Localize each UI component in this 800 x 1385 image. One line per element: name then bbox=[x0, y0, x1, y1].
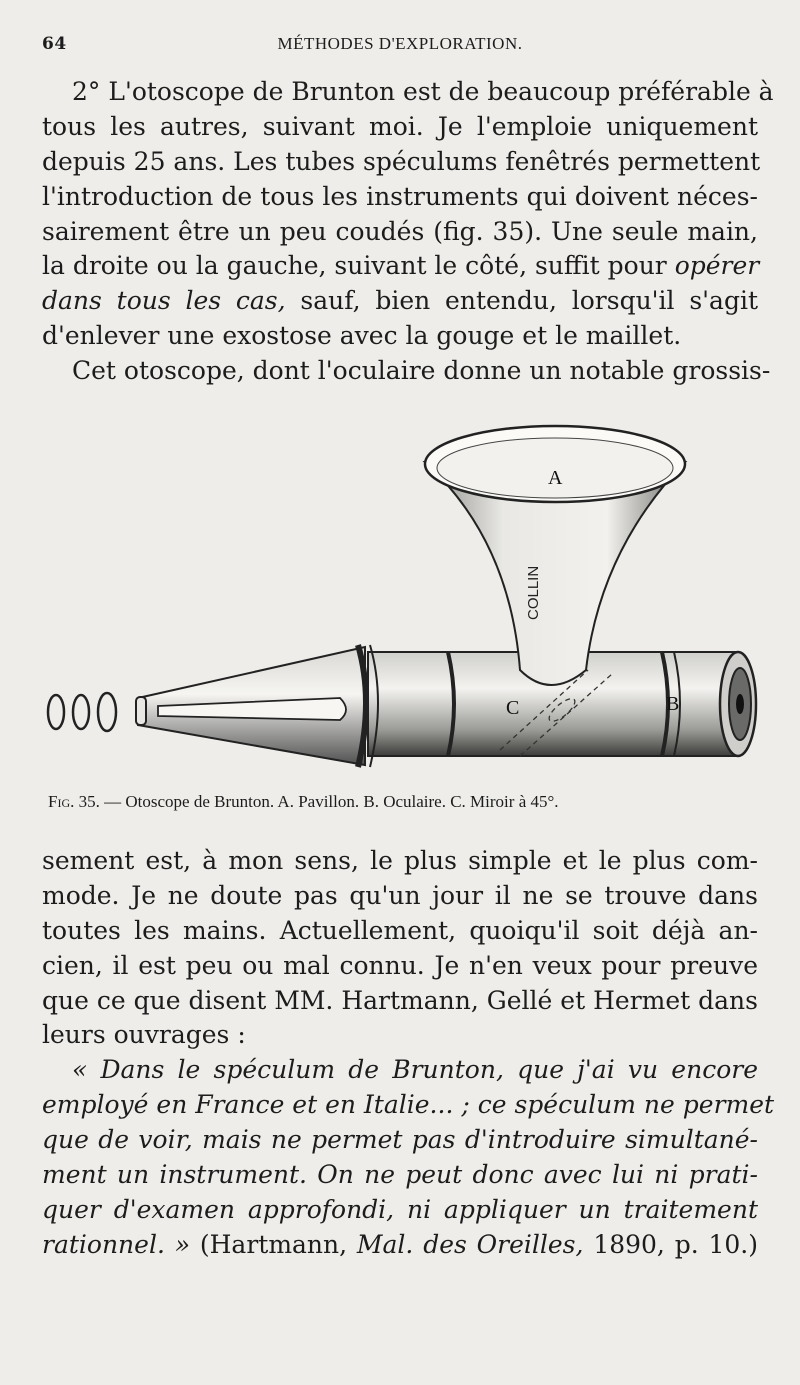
citation-author: (Hartmann, bbox=[199, 1229, 348, 1259]
caption-text: — Otoscope de Brunton. A. Pavillon. B. Oculaire. C. Miroir à 45°. bbox=[104, 792, 559, 811]
italic-run: que de voir, mais ne permet pas d'introduire simultané- bbox=[42, 1125, 758, 1155]
label-c: C bbox=[506, 697, 520, 719]
text-line: mode. Je ne doute pas qu'un jour il ne se trouve dans bbox=[42, 880, 758, 910]
text-line: sement est, à mon sens, le plus simple et le plus com- bbox=[42, 846, 758, 875]
quote-line bbox=[42, 1088, 775, 1123]
text-line: que ce que disent MM. Hartmann, Gellé et Hermet dans bbox=[42, 985, 758, 1015]
text-line bbox=[42, 249, 758, 284]
text-line: tous les autres, suivant moi. Je l'emploie uniquement bbox=[42, 111, 758, 141]
text-run: la droite ou la gauche, suivant le côté, suffit pour bbox=[42, 251, 667, 281]
italic-run: employé en France et en Italie... ; ce spéculum ne permet bbox=[42, 1090, 775, 1120]
citation-title: Mal. des Oreilles, bbox=[356, 1229, 584, 1259]
italic-run: « Dans le spéculum de Brunton, que j'ai vu encore bbox=[72, 1055, 758, 1085]
text-line: 2° L'otoscope de Brunton est de beaucoup préférable à bbox=[72, 77, 774, 106]
italic-run: dans tous les cas, bbox=[42, 286, 286, 316]
text-line: cien, il est peu ou mal connu. Je n'en veux pour preuve bbox=[42, 950, 758, 980]
text-line: l'introduction de tous les instruments qui doivent néces- bbox=[42, 181, 758, 211]
otoscope-figure bbox=[40, 420, 765, 775]
page-number: 64 bbox=[42, 34, 67, 54]
text-line: d'enlever une exostose avec la gouge et le maillet. bbox=[42, 321, 682, 351]
quote-line bbox=[42, 1193, 758, 1228]
citation-year-page: 1890, p. 10.) bbox=[593, 1229, 759, 1259]
paragraph-brunton-otoscope bbox=[42, 75, 774, 389]
quote-line bbox=[42, 1158, 758, 1193]
page-header bbox=[42, 34, 758, 60]
quote-line bbox=[42, 1053, 758, 1088]
text-line: leurs ouvrages : bbox=[42, 1020, 246, 1050]
label-b: B bbox=[666, 693, 680, 715]
italic-run: rationnel. » bbox=[42, 1229, 191, 1259]
rings-group bbox=[48, 693, 116, 731]
quote-line bbox=[42, 1228, 758, 1263]
otoscope-illustration bbox=[40, 420, 765, 775]
text-line: Cet otoscope, dont l'oculaire donne un notable grossis- bbox=[72, 356, 771, 386]
quote-line bbox=[42, 1123, 758, 1158]
italic-run: quer d'examen approfondi, ni appliquer un traitement bbox=[42, 1194, 758, 1224]
text-run: sauf, bien entendu, lorsqu'il s'agit bbox=[300, 286, 758, 316]
maker-stamp: COLLIN bbox=[525, 565, 542, 620]
text-line: depuis 25 ans. Les tubes spéculums fenêtrés permettent bbox=[42, 146, 761, 176]
text-line: sairement être un peu coudés (fig. 35). Une seule main, bbox=[42, 216, 758, 246]
figure-caption bbox=[48, 792, 760, 812]
label-a: A bbox=[548, 467, 563, 489]
figure-number: Fig. 35. bbox=[48, 792, 100, 811]
text-line: toutes les mains. Actuellement, quoiqu'il soit déjà an- bbox=[42, 915, 758, 945]
italic-run: ment un instrument. On ne peut donc avec lui ni prati- bbox=[42, 1160, 758, 1190]
text-line bbox=[42, 284, 758, 319]
paragraph-continued bbox=[42, 844, 775, 1263]
italic-run: opérer bbox=[674, 251, 760, 281]
running-title: MÉTHODES D'EXPLORATION. bbox=[277, 34, 523, 53]
